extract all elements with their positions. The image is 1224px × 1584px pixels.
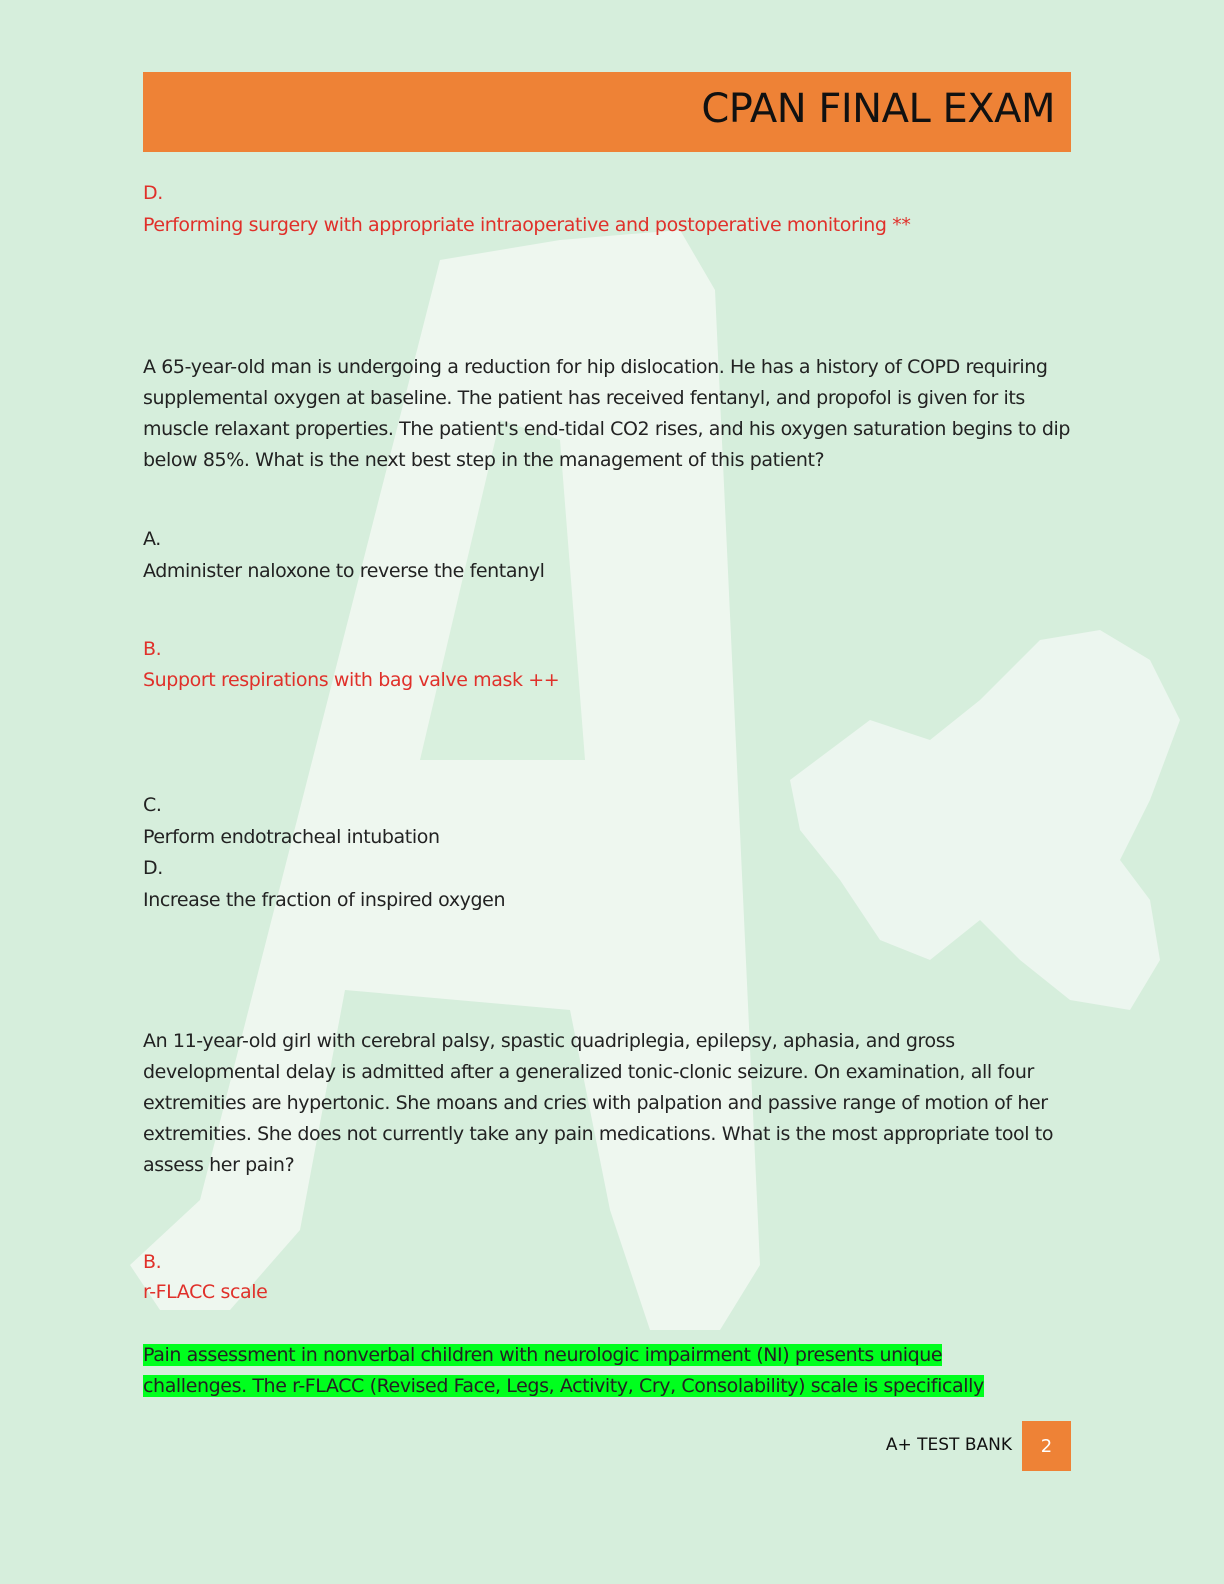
explanation-highlight-2	[143, 1371, 1078, 1402]
q1-option-d-text: Increase the fraction of inspired oxygen	[143, 889, 506, 911]
q1-option-c-text: Perform endotracheal intubation	[143, 826, 440, 848]
page-title: CPAN FINAL EXAM	[701, 86, 1055, 132]
q1-option-c-label: C.	[143, 794, 162, 816]
q1-option-b-answer: Support respirations with bag valve mask ++	[143, 669, 560, 691]
header-bar	[143, 72, 1071, 152]
option-d-answer: Performing surgery with appropriate intraoperative and postoperative monitoring **	[143, 214, 911, 236]
question-2-stem: An 11-year-old girl with cerebral palsy, spastic quadriplegia, epilepsy, aphasia, and gross developmental delay is admitted after a generalized tonic-clonic seizure. On examination, all four extremities are hypertonic. She moans and cries with palpation and passive range of motion of her extremities. She does not currently take any pain medications. What is the most appropriate tool to assess her pain?	[143, 1030, 1054, 1176]
q2-option-b-label: B.	[143, 1251, 162, 1273]
q1-option-b-label: B.	[143, 638, 162, 660]
q1-option-a-text: Administer naloxone to reverse the fentanyl	[143, 560, 545, 582]
q1-option-a-label: A.	[143, 528, 161, 550]
footer-label: A+ TEST BANK	[885, 1435, 1012, 1455]
explanation-line-1: Pain assessment in nonverbal children with neurologic impairment (NI) presents unique	[143, 1344, 943, 1366]
page-number: 2	[1022, 1421, 1071, 1471]
q1-option-d-label: D.	[143, 857, 163, 879]
option-d-label: D.	[143, 182, 163, 204]
question-1-stem: A 65-year-old man is undergoing a reduction for hip dislocation. He has a history of COPD requiring supplemental oxygen at baseline. The patient has received fentanyl, and propofol is given for its muscle relaxant properties. The patient's end-tidal CO2 rises, and his oxygen saturation begins to dip below 85%. What is the next best step in the management of this patient?	[143, 356, 1071, 471]
q2-option-b-answer: r-FLACC scale	[143, 1281, 268, 1303]
explanation-highlight	[143, 1340, 1078, 1371]
explanation-line-2: challenges. The r-FLACC (Revised Face, Legs, Activity, Cry, Consolability) scale is specifically	[143, 1375, 984, 1397]
